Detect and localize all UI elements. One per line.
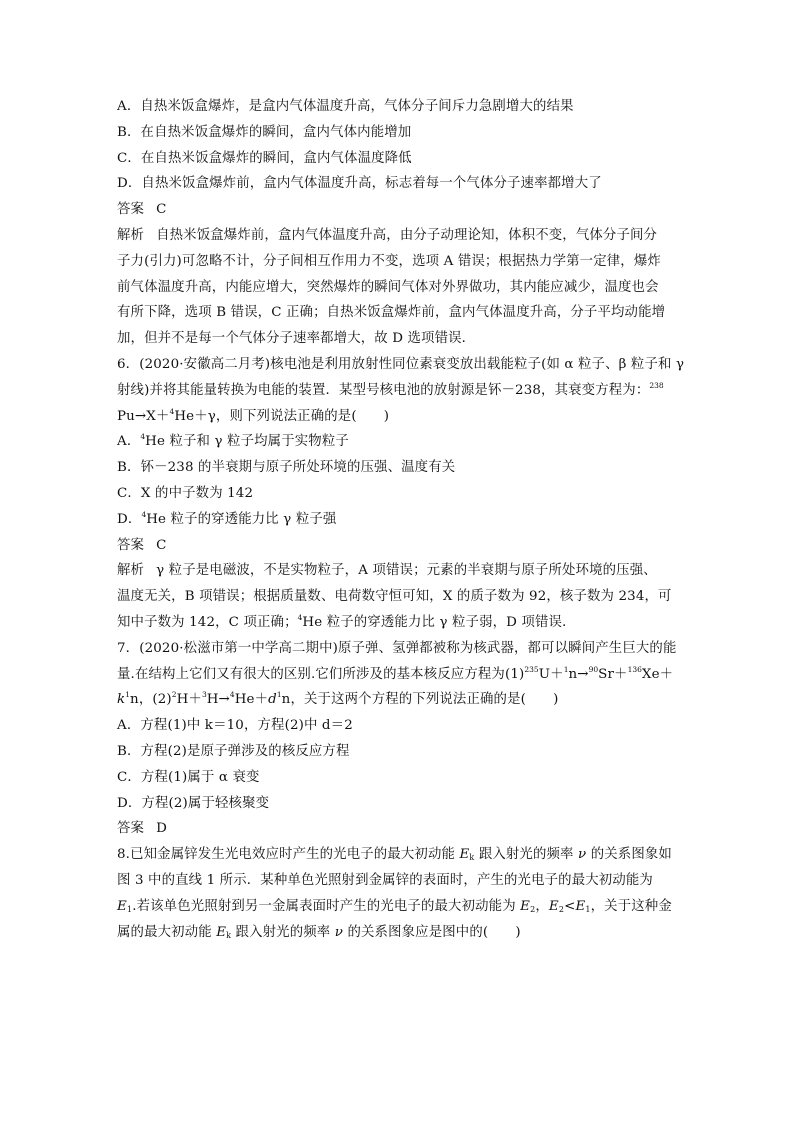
q6-option-a: [117, 429, 685, 455]
stem-text: .若该单色光照射到另一金属表面时产生的光电子的最大初动能为: [132, 898, 521, 914]
symbol-nu: ν: [578, 847, 587, 863]
h2-mass-number: 2: [171, 690, 177, 700]
less-than-sign: <: [564, 898, 576, 914]
stem-text: n，关于这两个方程的下列说法正确的是( ): [281, 692, 559, 708]
q5-option-a: A．自热米饭盒爆炸，是盒内气体温度升高，气体分子间斥力急剧增大的结果: [117, 99, 574, 114]
symbol-e2-subscript: 2: [558, 904, 565, 914]
nuclide-symbol: U＋: [538, 666, 564, 682]
q7-option-a: A．方程(1)中 k＝10，方程(2)中 d＝2: [117, 718, 353, 734]
option-prefix: A．: [117, 434, 141, 450]
stem-text: 的关系图象如: [586, 847, 672, 863]
n-mass-number: 1: [276, 690, 282, 700]
q6-option-d: [117, 507, 685, 533]
variable-k: k: [117, 692, 126, 708]
nuclide-symbol: n，(2): [130, 692, 172, 708]
symbol-ek: E: [459, 847, 470, 863]
nuclide-symbol: Xe＋: [641, 666, 674, 682]
he-mass-number: 4: [169, 406, 175, 416]
symbol-e2: E: [548, 898, 559, 914]
q6-option-b: B．钚－238 的半衰期与原子所处环境的压强、温度有关: [117, 460, 456, 476]
q5-analysis-3: 前气体温度升高，内能应增大，突然爆炸的瞬间气体对外界做功，其内能应减少，温度也会: [117, 279, 659, 295]
q6-answer: [117, 533, 685, 559]
q7-option-d: D．方程(2)属于轻核聚变: [117, 795, 270, 811]
he-mass-number: 4: [140, 432, 146, 442]
q8-stem-1: [117, 842, 685, 868]
analysis-label: 解析: [117, 227, 145, 243]
q5-option-c: C．在自热米饭盒爆炸的瞬间，盒内气体温度降低: [117, 150, 412, 166]
q5-analysis-4: 有所下降，选项 B 错误，C 正确；自热米饭盒爆炸前，盒内气体温度升高，分子平均动能增: [117, 305, 666, 321]
stem-text: 量.在结构上它们又有很大的区别.它们所涉及的基本核反应方程为(1): [117, 666, 525, 682]
answer-label: 答案: [117, 202, 145, 218]
he-mass-number: 4: [297, 612, 303, 622]
option-prefix: D．: [117, 511, 142, 527]
analysis-text: 知中子数为 142，C 项正确；: [117, 614, 298, 630]
q6-stem-2: [117, 378, 685, 404]
q7-option-c: C．方程(1)属于 α 衰变: [117, 769, 260, 785]
q7-stem-3: [117, 687, 685, 713]
stem-text: ，关于这种金: [590, 898, 672, 914]
q5-option-d: D．自热米饭盒爆炸前，盒内气体温度升高，标志着每一个气体分子速率都增大了: [117, 176, 602, 192]
symbol-e1-subscript: 1: [126, 904, 133, 914]
sr-mass-number: 90: [588, 664, 599, 674]
q7-option-b: B．方程(2)是原子弹涉及的核反应方程: [117, 743, 350, 759]
q8-stem-3: [117, 894, 685, 920]
q7-stem-2: [117, 662, 685, 688]
q6-analysis-1: [117, 558, 685, 584]
q8-stem-2: 图 3 中的直线 1 所示．某种单色光照射到金属锌的表面时，产生的光电子的最大初动能为: [117, 872, 653, 888]
pu-mass-number: 238: [649, 380, 664, 390]
q7-stem-1: 7．(2020·松滋市第一中学高二期中)原子弹、氢弹都被称为核武器，都可以瞬间产生巨大的能: [117, 640, 677, 656]
analysis-text: γ 粒子是电磁波，不是实物粒子，A 项错误；元素的半衰期与原子所处环境的压强、: [156, 563, 657, 579]
nuclide-symbol: He＋: [234, 692, 269, 708]
symbol-ek-subscript: k: [226, 930, 232, 940]
option-text: He 粒子和 γ 粒子均属于实物粒子: [145, 434, 349, 450]
stem-text: 跟入射光的频率: [474, 847, 579, 863]
symbol-e1-subscript: 1: [585, 904, 591, 914]
answer-value: C: [156, 202, 167, 218]
q6-stem-3: [117, 404, 685, 430]
q5-analysis-2: 子力(引力)可忽略不计，分子间相互作用力不变，选项 A 错误；根据热力学第一定律，爆炸: [117, 253, 661, 269]
answer-value: C: [156, 537, 167, 553]
stem-text: 跟入射光的频率: [231, 924, 335, 940]
h3-mass-number: 3: [201, 690, 207, 700]
q6-analysis-2: 温度无关，B 项错误；根据质量数、电荷数守恒可知，X 的质子数为 92，核子数为 234，可: [117, 589, 672, 605]
stem-text: 的关系图象应是图中的( ): [343, 924, 521, 940]
n-mass-number: 1: [125, 690, 131, 700]
u-mass-number: 235: [524, 664, 539, 674]
variable-d: d: [268, 692, 277, 708]
nuclide-symbol: H→: [206, 692, 230, 708]
symbol-e1: E: [575, 898, 586, 914]
q5-option-b: B．在自热米饭盒爆炸的瞬间，盒内气体内能增加: [117, 124, 412, 140]
he-mass-number: 4: [229, 690, 235, 700]
nuclide-symbol: H＋: [176, 692, 202, 708]
q6-stem-1: 6．(2020·安徽高二月考)核电池是利用放射性同位素衰变放出载能粒子(如 α 粒子、β 粒子和 γ: [117, 356, 685, 372]
stem-text: 8.已知金属锌发生光电效应时产生的光电子的最大初动能: [117, 847, 460, 863]
symbol-nu: ν: [334, 924, 344, 940]
answer-label: 答案: [117, 537, 145, 553]
he-mass-number: 4: [141, 509, 147, 519]
q5-analysis-5: 加，但并不是每一个气体分子速率都增大，故 D 选项错误．: [117, 331, 476, 347]
symbol-ek-subscript: k: [469, 853, 475, 863]
xe-mass-number: 136: [627, 664, 642, 674]
option-text: He 粒子的穿透能力比 γ 粒子强: [146, 511, 337, 527]
analysis-label: 解析: [117, 563, 145, 579]
symbol-ek: E: [216, 924, 227, 940]
q8-stem-4: [117, 920, 685, 946]
answer-value: D: [156, 821, 167, 837]
n-mass-number: 1: [563, 664, 569, 674]
nuclide-symbol: Sr＋: [598, 666, 628, 682]
nuclide-symbol: n→: [568, 666, 589, 682]
symbol-e2-subscript: 2: [530, 904, 536, 914]
q5-analysis-1: [117, 223, 685, 249]
symbol-e1: E: [117, 898, 127, 914]
q6-analysis-3: [117, 610, 685, 636]
stem-text: 属的最大初动能: [117, 924, 217, 940]
symbol-e2: E: [520, 898, 531, 914]
stem-text: 射线)并将其能量转换为电能的装置．某型号核电池的放射源是钚－238，其衰变方程为：: [117, 382, 650, 398]
exam-page: [117, 94, 685, 945]
q7-answer: [117, 816, 685, 842]
equation-part: He＋γ，则下列说法正确的是( ): [174, 408, 390, 424]
analysis-text: He 粒子的穿透能力比 γ 粒子弱，D 项错误．: [302, 614, 576, 630]
q5-answer: [117, 197, 685, 223]
analysis-text: 自热米饭盒爆炸前，盒内气体温度升高，由分子动理论知，体积不变，气体分子间分: [156, 227, 658, 243]
equation-part: Pu→X＋: [117, 408, 170, 424]
answer-label: 答案: [117, 821, 145, 837]
q6-option-c: C．X 的中子数为 142: [117, 485, 254, 501]
stem-text: ，: [535, 898, 549, 914]
